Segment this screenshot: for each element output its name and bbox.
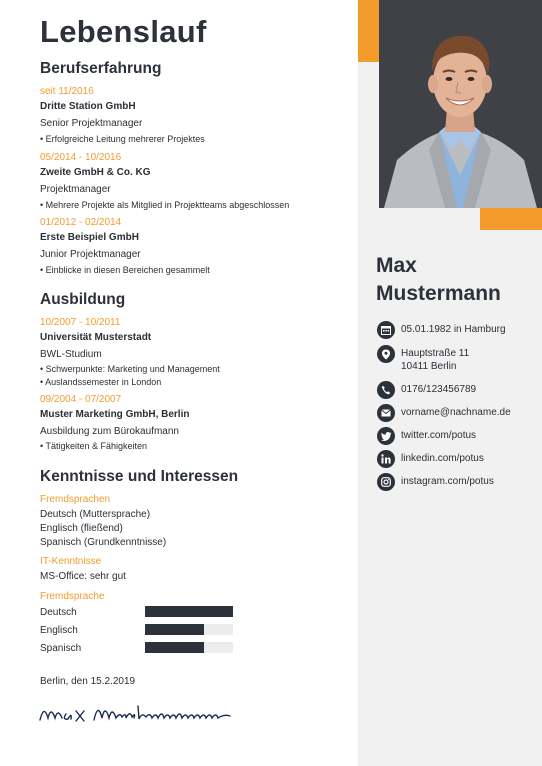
language-level-bar bbox=[145, 624, 233, 635]
experience-bullet: • Einblicke in diesen Bereichen gesammelt bbox=[40, 265, 210, 275]
calendar-icon bbox=[377, 321, 395, 339]
accent-block-top bbox=[358, 0, 379, 62]
education-program: BWL-Studium bbox=[40, 349, 102, 360]
education-heading: Ausbildung bbox=[40, 291, 126, 308]
language-item: Englisch (fließend) bbox=[40, 523, 123, 534]
language-item: Deutsch (Muttersprache) bbox=[40, 509, 151, 520]
page-title: Lebenslauf bbox=[40, 14, 207, 49]
experience-date: 05/2014 - 10/2016 bbox=[40, 152, 122, 163]
first-name: Max bbox=[376, 254, 417, 277]
it-skills-label: IT-Kenntnisse bbox=[40, 556, 102, 567]
experience-heading: Berufserfahrung bbox=[40, 60, 162, 77]
contact-birth-text: 05.01.1982 in Hamburg bbox=[401, 324, 506, 335]
contact-phone-text[interactable]: 0176/123456789 bbox=[401, 384, 477, 395]
place-date: Berlin, den 15.2.2019 bbox=[40, 676, 136, 687]
contact-mail bbox=[377, 404, 511, 422]
mail-icon bbox=[377, 404, 395, 422]
contact-instagram bbox=[377, 473, 494, 491]
contact-instagram-text[interactable]: instagram.com/potus bbox=[401, 476, 494, 487]
skills-heading: Kenntnisse und Interessen bbox=[40, 468, 239, 485]
education-bullet: • Tätigkeiten & Fähigkeiten bbox=[40, 441, 148, 451]
profile-photo bbox=[379, 0, 542, 208]
experience-company: Dritte Station GmbH bbox=[40, 101, 136, 112]
profile-name bbox=[376, 252, 501, 308]
experience-role: Projektmanager bbox=[40, 184, 111, 195]
language-level-name: Englisch bbox=[40, 625, 78, 636]
education-bullet: • Schwerpunkte: Marketing und Management bbox=[40, 364, 220, 374]
phone-icon bbox=[377, 381, 395, 399]
education-bullet: • Auslandssemester in London bbox=[40, 377, 162, 387]
experience-company: Zweite GmbH & Co. KG bbox=[40, 167, 151, 178]
signature bbox=[38, 698, 248, 733]
language-level-bar bbox=[145, 642, 233, 653]
experience-role: Senior Projektmanager bbox=[40, 118, 143, 129]
address-city: 10411 Berlin bbox=[401, 361, 457, 372]
instagram-icon bbox=[377, 473, 395, 491]
accent-block-bottom bbox=[480, 208, 542, 230]
language-level-name: Deutsch bbox=[40, 607, 77, 618]
languages-label: Fremdsprachen bbox=[40, 494, 111, 505]
education-program: Ausbildung zum Bürokaufmann bbox=[40, 426, 179, 437]
contact-mail-text[interactable]: vorname@nachname.de bbox=[401, 407, 511, 418]
experience-bullet: • Erfolgreiche Leitung mehrerer Projektes bbox=[40, 134, 205, 144]
language-level-fill bbox=[145, 624, 204, 635]
linkedin-icon bbox=[377, 450, 395, 468]
language-level-fill bbox=[145, 642, 204, 653]
language-level-label: Fremdsprache bbox=[40, 591, 105, 602]
contact-address-text bbox=[401, 347, 469, 373]
contact-linkedin bbox=[377, 450, 484, 468]
education-institution: Universität Musterstadt bbox=[40, 332, 152, 343]
experience-bullet: • Mehrere Projekte als Mitglied in Projektteams abgeschlossen bbox=[40, 200, 290, 210]
education-institution: Muster Marketing GmbH, Berlin bbox=[40, 409, 190, 420]
education-date: 09/2004 - 07/2007 bbox=[40, 394, 122, 405]
contact-twitter-text[interactable]: twitter.com/potus bbox=[401, 430, 477, 441]
contact-phone bbox=[377, 381, 476, 399]
contact-birth bbox=[377, 321, 506, 339]
experience-role: Junior Projektmanager bbox=[40, 249, 141, 260]
education-date: 10/2007 - 10/2011 bbox=[40, 317, 121, 328]
it-skill-item: MS-Office: sehr gut bbox=[40, 571, 126, 582]
last-name: Mustermann bbox=[376, 282, 501, 305]
experience-date: 01/2012 - 02/2014 bbox=[40, 217, 122, 228]
language-level-bar bbox=[145, 606, 233, 617]
twitter-icon bbox=[377, 427, 395, 445]
experience-company: Erste Beispiel GmbH bbox=[40, 232, 139, 243]
address-street: Hauptstraße 11 bbox=[401, 348, 470, 359]
language-level-fill bbox=[145, 606, 233, 617]
language-level-name: Spanisch bbox=[40, 643, 82, 654]
contact-linkedin-text[interactable]: linkedin.com/potus bbox=[401, 453, 484, 464]
contact-twitter bbox=[377, 427, 476, 445]
language-item: Spanisch (Grundkenntnisse) bbox=[40, 537, 167, 548]
experience-date: seit 11/2016 bbox=[40, 86, 94, 97]
contact-address bbox=[377, 345, 469, 373]
location-icon bbox=[377, 345, 395, 363]
